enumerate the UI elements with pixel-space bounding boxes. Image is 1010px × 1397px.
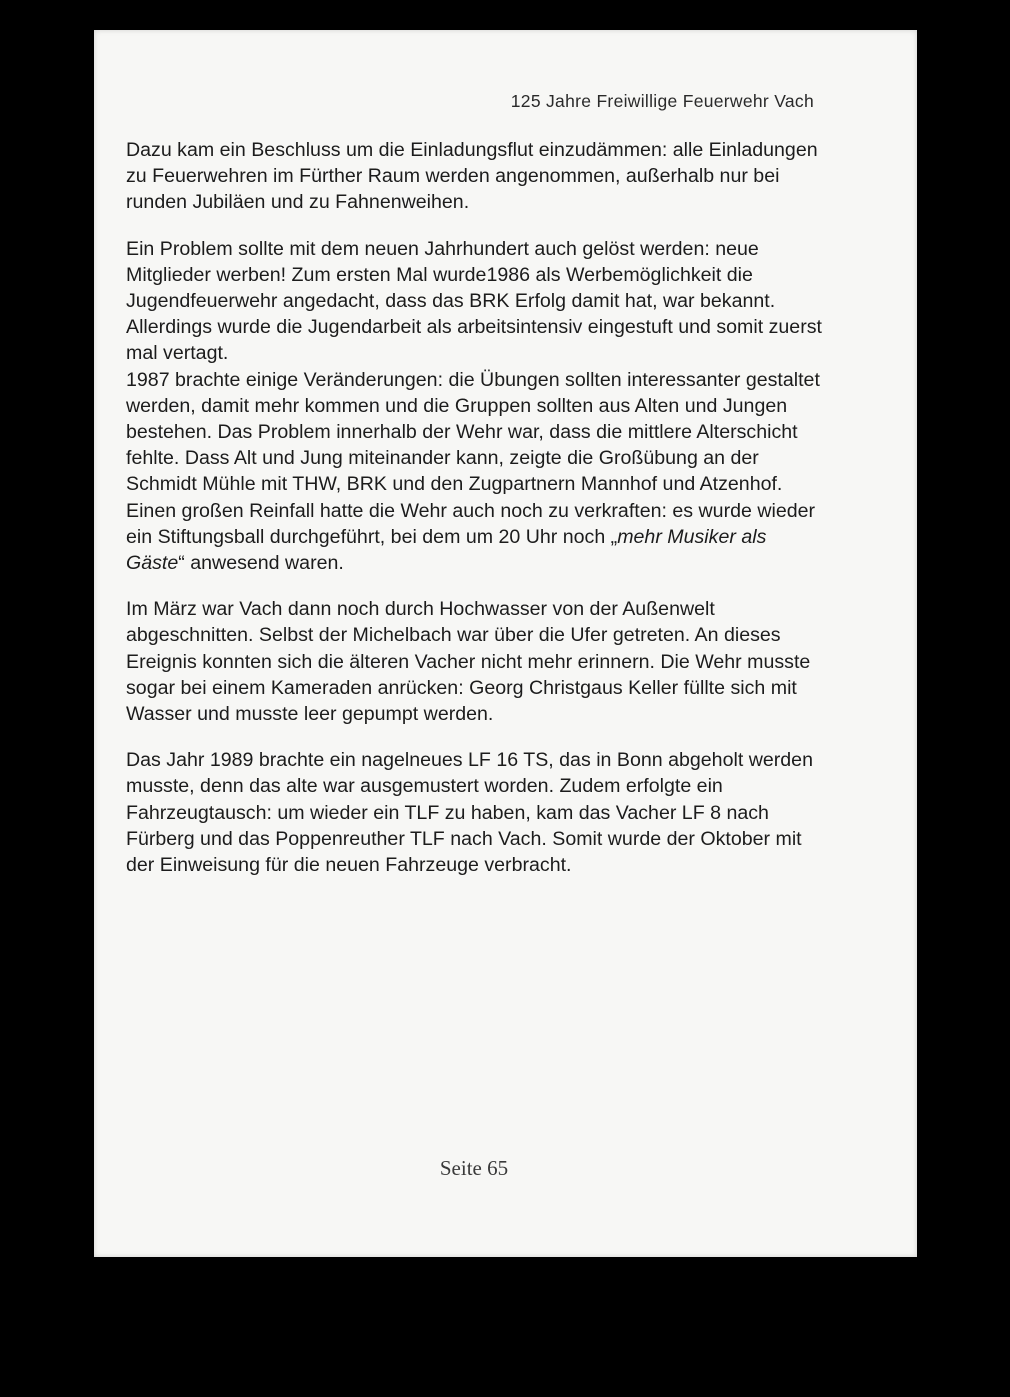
paragraph-einladungen: Dazu kam ein Beschluss um die Einladungsflut einzudämmen: alle Einladungen zu Feuerwehren im Fürther Raum werden angenommen, außerhalb nur bei runden Jubiläen und zu Fahnenweihen. [126,139,818,214]
paragraph-1987-end: “ anwesend waren. [178,552,344,575]
body-text [126,137,826,898]
paragraph-1987 [126,367,826,577]
paragraph-1987-text: 1987 brachte einige Veränderungen: die Übungen sollten interessanter gestaltet werden, damit mehr kommen und die Gruppen sollten aus Alten und Jungen bestehen. Das Problem innerhalb der Wehr war, dass die mittlere Alterschicht fehlte. Dass Alt und Jung miteinander kann, zeigte die Großübung an der Schmidt Mühle mit THW, BRK und den Zugpartnern Mannhof und Atzenhof. Einen großen Reinfall hatte die Wehr auch noch zu verkraften: es wurde wieder ein Stiftungsball durchgeführt, bei dem um 20 Uhr noch „ [126,368,820,548]
paragraph-1989: Das Jahr 1989 brachte ein nagelneues LF 16 TS, das in Bonn abgeholt werden musste, denn das alte war ausgemustert worden. Zudem erfolgte ein Fahrzeugtausch: um wieder ein TLF zu haben, kam das Vacher LF 8 nach Fürberg und das Poppenreuther TLF nach Vach. Somit wurde der Oktober mit der Einweisung für die neuen Fahrzeuge verbracht. [126,749,813,877]
paragraph-hochwasser: Im März war Vach dann noch durch Hochwasser von der Außenwelt abgeschnitten. Selbst der Michelbach war über die Ufer getreten. An dieses Ereignis konnten sich die älteren Vacher nicht mehr erinnern. Die Wehr musste sogar bei einem Kameraden anrücken: Georg Christgaus Keller füllte sich mit Wasser und musste leer gepumpt werden. [126,598,811,726]
paragraph-mitglieder: Ein Problem sollte mit dem neuen Jahrhundert auch gelöst werden: neue Mitglieder werben! Zum ersten Mal wurde1986 als Werbemöglichkeit die Jugendfeuerwehr angedacht, dass das BRK Erfolg damit hat, war bekannt. Allerdings wurde die Jugendarbeit als arbeitsintensiv eingestuft und somit zuerst mal vertagt. [126,237,822,365]
page-number: Seite 65 [439,1156,509,1180]
document-page [94,30,917,1257]
quote-musiker: mehr Musiker als Gäste [126,525,767,575]
running-header: 125 Jahre Freiwillige Feuerwehr Vach [510,91,814,111]
